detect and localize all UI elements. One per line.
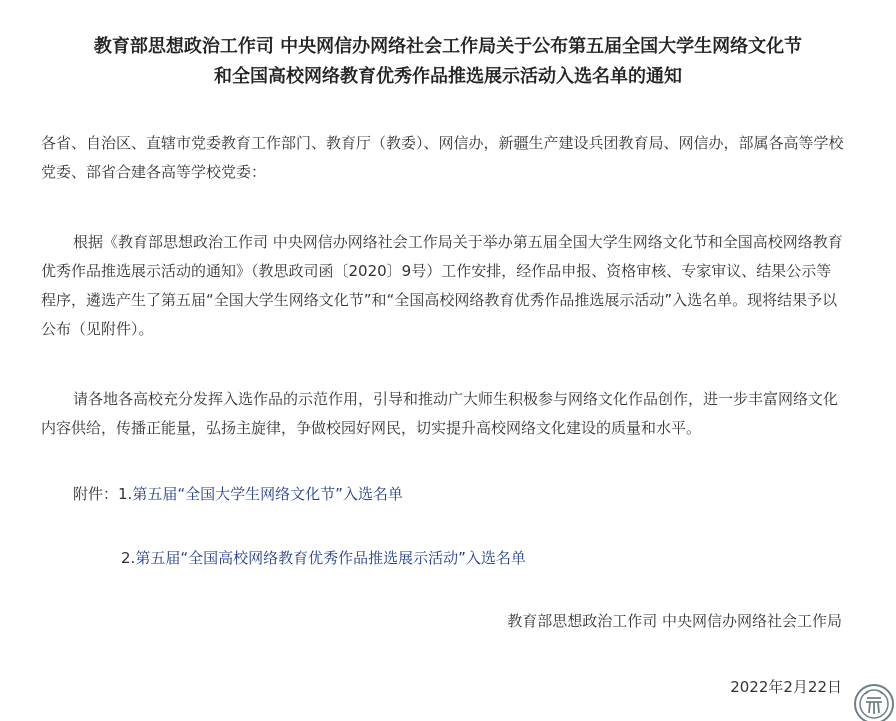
paragraph-requirements: 请各地各高校充分发挥入选作品的示范作用，引导和推动广大师生积极参与网络文化作品创作，进一步丰富网络文化内容供给，传播正能量，弘扬主旋律，争做校园好网民，切实提升高校网络文化建设的质量和水平。	[41, 390, 839, 437]
attachment-1-link[interactable]: 第五届“全国大学生网络文化节”入选名单	[132, 485, 403, 503]
ministry-seal-icon	[852, 680, 896, 721]
salutation: 各省、自治区、直辖市党委教育工作部门、教育厅（教委）、网信办，新疆生产建设兵团教育局、网信办，部属各高等学校党委、部省合建各高等学校党委：	[41, 134, 844, 181]
attachment-2-link[interactable]: 第五届“全国高校网络教育优秀作品推选展示活动”入选名单	[135, 549, 526, 567]
notice-title-line2: 和全国高校网络教育优秀作品推选展示活动入选名单的通知	[214, 66, 682, 87]
notice-title	[0, 32, 896, 92]
paragraph-basis: 根据《教育部思想政治工作司 中央网信办网络社会工作局关于举办第五届全国大学生网络文化节和全国高校网络教育优秀作品推选展示活动的通知》（教思政司函〔2020〕9号）工作安排，经作品申报、资格审核、专家审议、结果公示等程序，遴选产生了第五届“全国大学生网络文化节”和“全国高校网络教育优秀作品推选展示活动”入选名单。现将结果予以公布（见附件）。	[41, 233, 843, 338]
attachment-label: 附件：	[73, 485, 119, 503]
attachment-line-2	[121, 544, 526, 573]
signature: 教育部思想政治工作司 中央网信办网络社会工作局	[507, 612, 842, 630]
attachment-line-1	[73, 480, 403, 509]
notice-title-line1: 教育部思想政治工作司 中央网信办网络社会工作局关于公布第五届全国大学生网络文化节	[93, 36, 803, 57]
attachment-1-number: 1.	[118, 485, 133, 503]
attachment-2-number: 2.	[121, 549, 136, 567]
issue-date: 2022年2月22日	[730, 678, 842, 696]
